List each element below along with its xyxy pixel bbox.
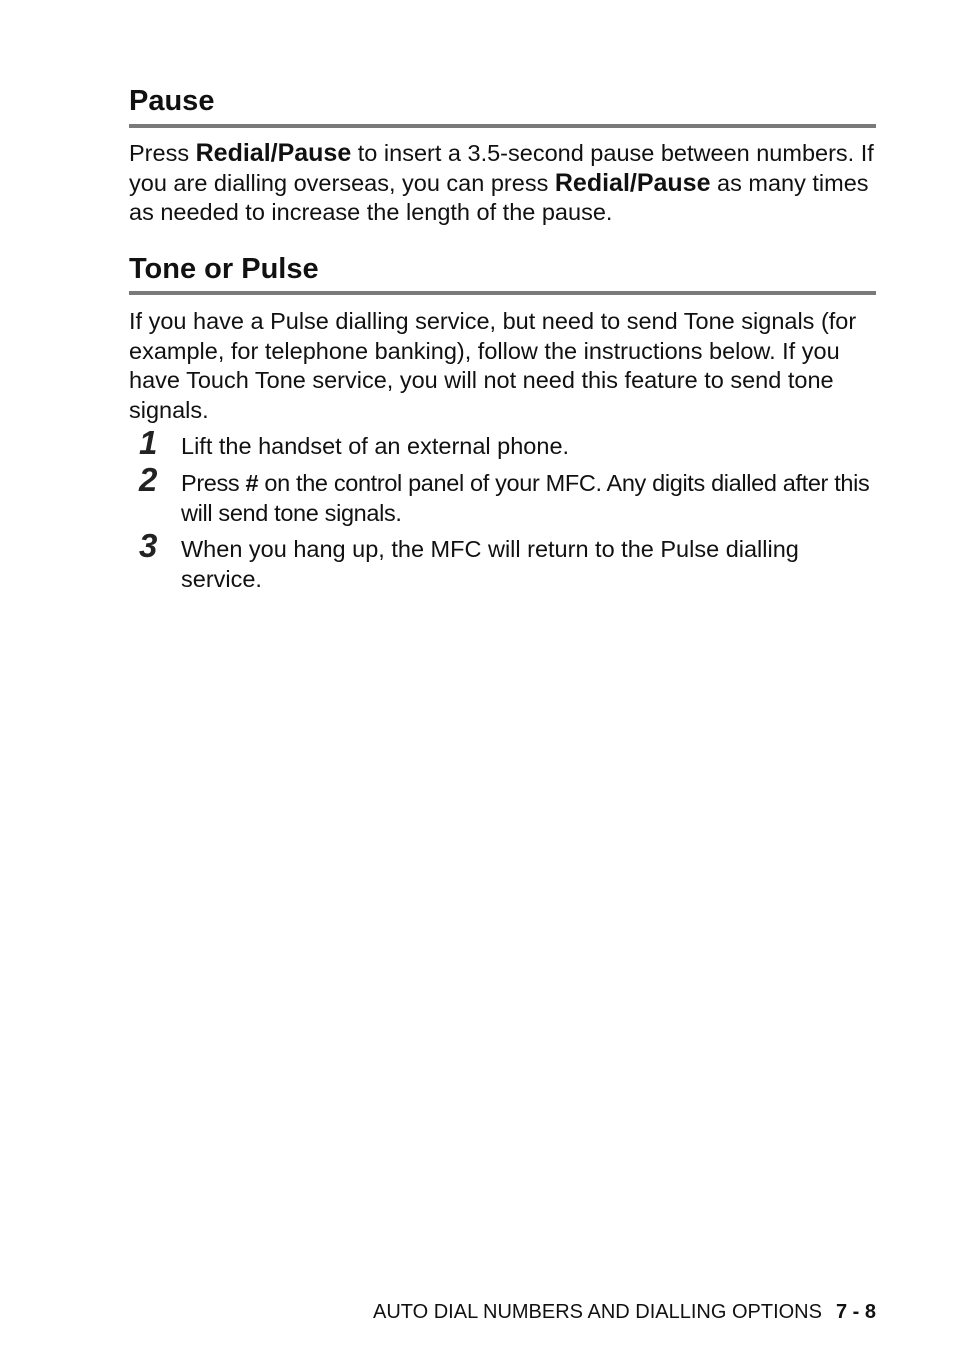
step-text: When you hang up, the MFC will return to the Pulse dialling service. — [181, 536, 799, 592]
pause-text-2: to insert a 3.5-second pause between numbers. If you are dialling overseas, you can press — [129, 140, 874, 196]
footer-chapter-title: AUTO DIAL NUMBERS AND DIALLING OPTIONS — [372, 1301, 822, 1323]
step-number: 3 — [139, 527, 158, 564]
step-number: 2 — [139, 461, 158, 498]
pause-paragraph — [129, 139, 876, 228]
section-heading-tone-or-pulse: Tone or Pulse — [129, 253, 319, 285]
tone-intro-paragraph: If you have a Pulse dialling service, but need to send Tone signals (for example, for telephone banking), follow the instructions below. If you have Touch Tone service, you will not need this feature to send tone signals. — [129, 308, 857, 423]
section-divider-pause — [129, 124, 876, 128]
pause-text-3: as many times as needed to increase the length of the pause. — [129, 169, 869, 225]
pause-text-1: Press — [129, 140, 196, 166]
redial-pause-key-label: Redial/Pause — [195, 139, 352, 167]
page-footer — [373, 1299, 876, 1325]
redial-pause-key-label-2: Redial/Pause — [554, 168, 711, 197]
footer-page-number: 7 - 8 — [835, 1301, 876, 1323]
step-text — [181, 469, 881, 528]
section-divider-tone-or-pulse — [129, 291, 876, 295]
step-text-part: Press — [181, 470, 246, 496]
step-text: Lift the handset of an external phone. — [181, 433, 570, 459]
step-text-part: on the control panel of your MFC. Any digits dialled after this will send tone signals. — [181, 470, 870, 526]
section-heading-pause: Pause — [129, 85, 215, 117]
hash-key-label: # — [245, 470, 259, 496]
step-number: 1 — [139, 424, 158, 461]
